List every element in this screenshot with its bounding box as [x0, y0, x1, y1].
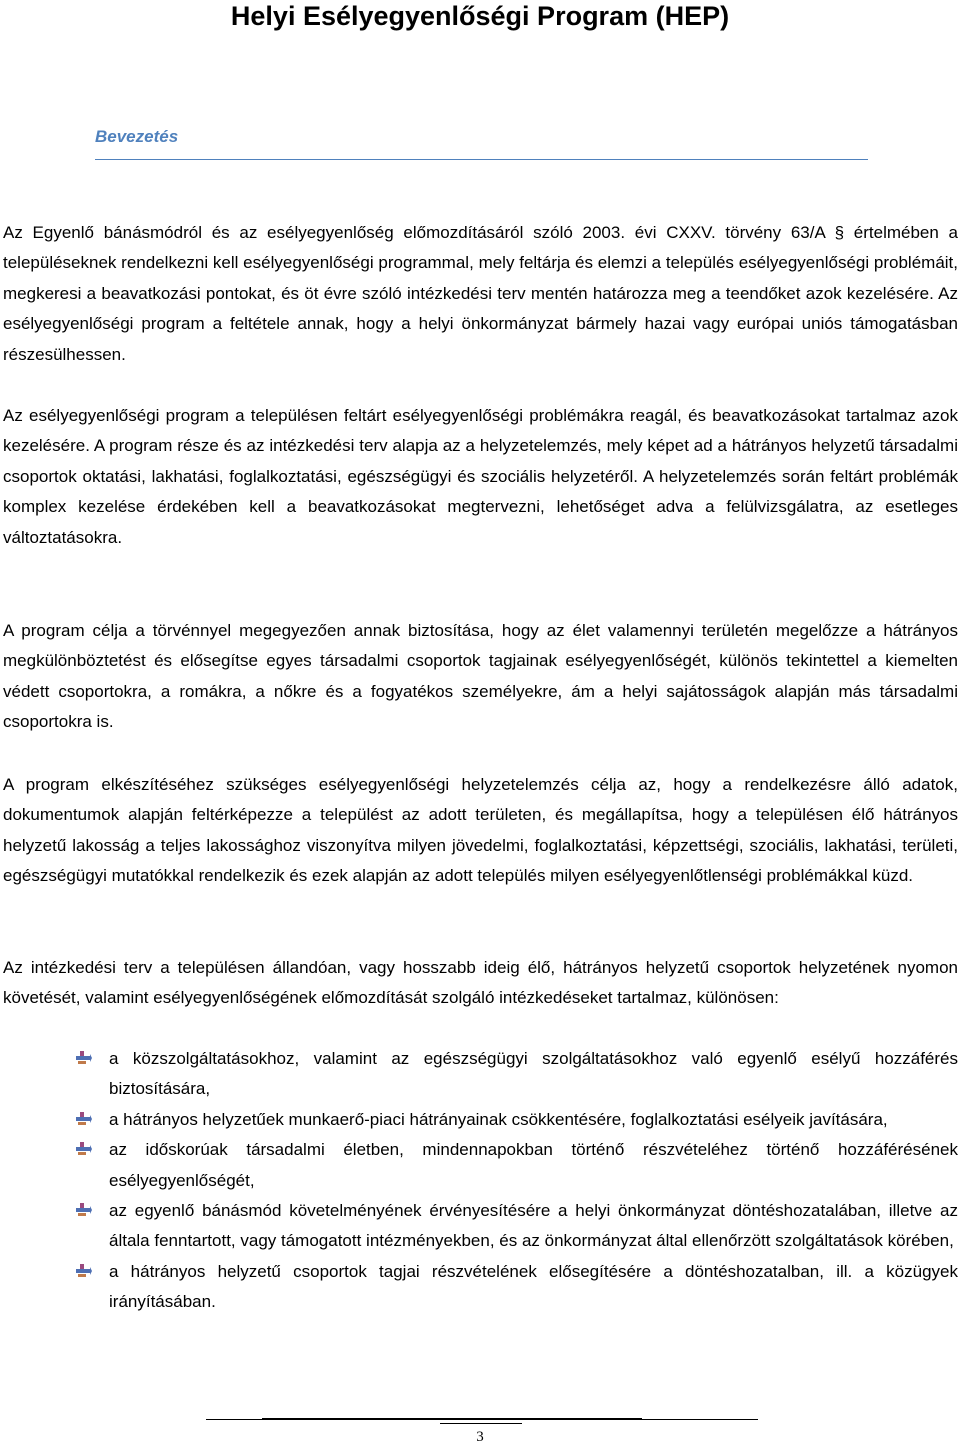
paragraph-5: Az intézkedési terv a településen állandóan, vagy hosszabb ideig élő, hátrányos helyzetű csoportok helyzetének nyomon követését, valamint esélyegyenlőségének előmozdítását szolgáló intézkedéseket tartalmaz, különösen: [3, 958, 958, 1008]
bullet-arrow-icon [76, 1203, 92, 1217]
paragraph-4: A program elkészítéséhez szükséges esélyegyenlőségi helyzetelemzés célja az, hogy a rendelkezésre álló adatok, dokumentumok alapján feltérképezze a települést az adott területen, és megállapítsa, hogy a településen élő hátrányos helyzetű lakosság a teljes lakossághoz viszonyítva milyen jövedelmi, foglalkoztatási, képzettségi, szociális, lakhatási, területi, egészségügyi mutatókkal rendelkezik és ezek alapján az adott település milyen esélyegyenlőtlenségi problémákkal küzd. [3, 775, 958, 886]
paragraph-1: Az Egyenlő bánásmódról és az esélyegyenlőség előmozdításáról szóló 2003. évi CXXV. törvény 63/A § értelmében a településeknek rendelkezni kell esélyegyenlőségi programmal, mely feltárja és elemzi a település esélyegyenlőségi problémáit, megkeresi a beavatkozási pontokat, és öt évre szóló intézkedési terv mentén határozza meg a teendőket azok kezelésére. Az esélyegyenlőségi program a feltétele annak, hogy a helyi önkormányzat bármely hazai vagy európai uniós támogatásban részesülhessen. [3, 223, 958, 364]
bullet-arrow-icon [76, 1142, 92, 1156]
bullet-text: a hátrányos helyzetű csoportok tagjai részvételének elősegítésére a döntéshozatalban, ill. a közügyek irányításában. [109, 1261, 958, 1312]
paragraph-2: Az esélyegyenlőségi program a településen feltárt esélyegyenlőségi problémákra reagál, és beavatkozásokat tartalmaz azok kezelésére. A program része és az intézkedési terv alapja az a helyzetelemzés, mely képet ad a hátrányos helyzetű társadalmi csoportok oktatási, lakhatási, foglalkoztatási, egészségügyi és szociális helyzetéről. A helyzetelemzés során feltárt problémák komplex kezelése érdekében kell a beavatkozásokat megtervezni, lehetőséget adva a felülvizsgálatra, az esetleges változtatásokra. [3, 406, 958, 547]
bullet-text: az egyenlő bánásmód követelményének érvényesítésére a helyi önkormányzat döntéshozatalában, illetve az általa fenntartott, vagy támogatott intézményekben, és az önkormányzat által ellenőrzött szolgáltatások körében, [109, 1201, 958, 1251]
footer-rule-bold [262, 1418, 642, 1420]
page-number-rule [440, 1423, 522, 1424]
list-item [0, 1044, 958, 1105]
heading-underline [95, 159, 868, 160]
page-number: 3 [476, 1429, 484, 1445]
bullet-arrow-icon [76, 1112, 92, 1126]
section-heading-bevezetes: Bevezetés [95, 127, 179, 146]
paragraph-3: A program célja a törvénnyel megegyezően annak biztosítása, hogy az élet valamennyi területén megelőzze a hátrányos megkülönböztetést és elősegítse egyes társadalmi csoportok tagjainak esélyegyenlőségét, különös tekintettel a kiemelten védett csoportokra, a romákra, a nőkre és a fogyatékos személyekre, ám a helyi sajátosságok alapján más társadalmi csoportokra is. [3, 621, 958, 732]
bullet-arrow-icon [76, 1264, 92, 1278]
list-item [0, 1135, 958, 1196]
bullet-text: az időskorúak társadalmi életben, mindennapokban történő részvételéhez történő hozzáférésének esélyegyenlőségét, [109, 1140, 958, 1190]
list-item [0, 1257, 958, 1318]
document-title: Helyi Esélyegyenlőségi Program (HEP) [230, 1, 730, 31]
measures-bullet-list [0, 1044, 958, 1318]
bullet-arrow-icon [76, 1051, 92, 1065]
bullet-text: a hátrányos helyzetűek munkaerő-piaci hátrányainak csökkentésére, foglalkoztatási esélyeik javítására, [109, 1109, 888, 1129]
list-item [0, 1105, 958, 1135]
bullet-text: a közszolgáltatásokhoz, valamint az egészségügyi szolgáltatásokhoz való egyenlő esélyű hozzáférés biztosítására, [109, 1049, 958, 1099]
list-item [0, 1196, 958, 1257]
